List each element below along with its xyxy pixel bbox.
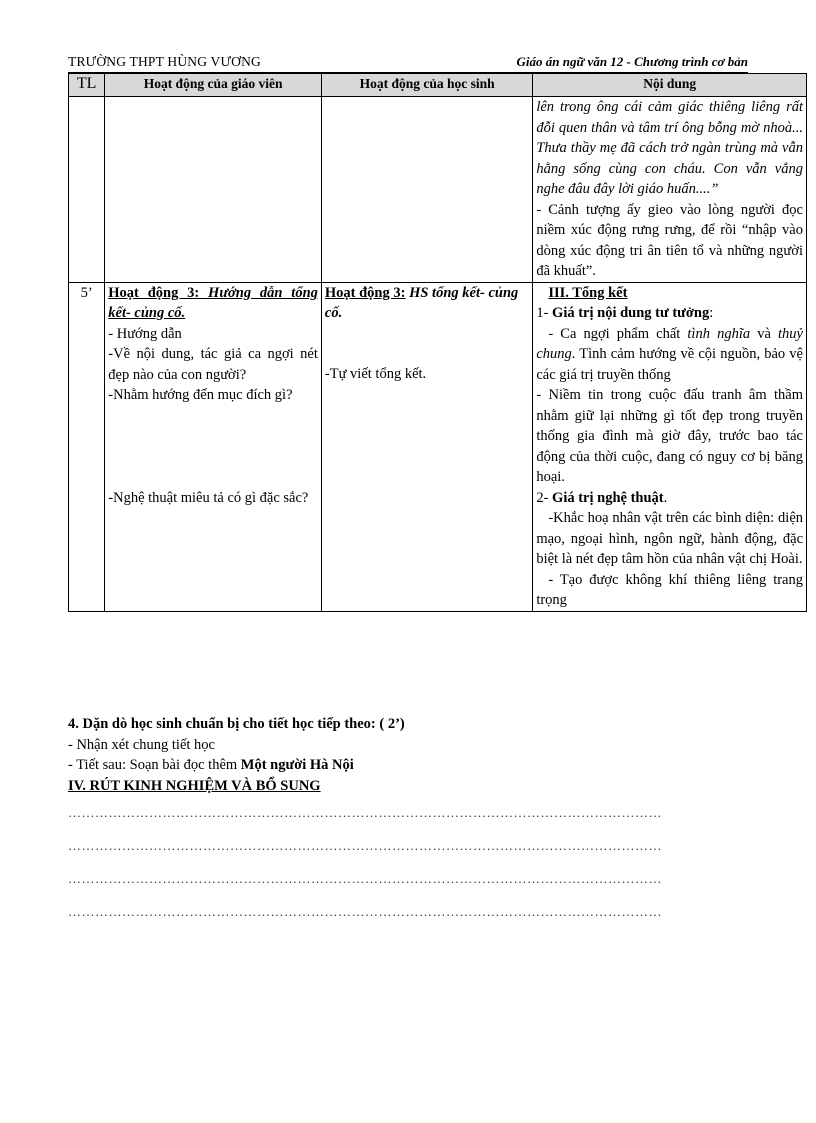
- content-heading-1: 1- Giá trị nội dung tư tưởng:: [536, 305, 714, 321]
- teacher-line: - Hướng dẫn: [108, 325, 182, 342]
- school-name: TRƯỜNG THPT HÙNG VƯƠNG: [68, 54, 261, 69]
- student-cell: [321, 97, 532, 283]
- column-header-tl: TL: [69, 74, 105, 97]
- dotted-line: ……………………………………………………………………………………………………………………: [68, 838, 662, 853]
- content-paragraph: - Cảnh tượng ấy gieo vào lòng người đọc niềm xúc động rưng rưng, để rồi “nhập vào dòng xúc động tri ân tiên tổ và những người đã khuất”.: [536, 201, 803, 279]
- homework-line: - Tiết sau: Soạn bài đọc thêm Một người Hà Nội: [68, 757, 354, 773]
- content-paragraph: - Tạo được không khí thiêng liêng trang trọng: [536, 571, 803, 608]
- content-quote: lên trong ông cái cảm giác thiêng liêng rất đỗi quen thân và tâm trí ông bỗng mờ nhoà... Thưa thầy mẹ đã cách trở ngàn trùng mà vẫn hằng sống cùng con cháu. Con vẫn vẳng nghe đâu đây lời giáo huấn....”: [536, 99, 803, 197]
- teacher-cell: [105, 282, 322, 611]
- homework-section: [68, 714, 807, 928]
- time-cell: [69, 97, 105, 283]
- homework-line: - Nhận xét chung tiết học: [68, 736, 215, 753]
- content-cell: [533, 282, 807, 611]
- content-paragraph: - Ca ngợi phẩm chất tình nghĩa và thuỷ chung. Tình cảm hướng về cội nguồn, bảo vệ các giá trị truyền thống: [536, 325, 803, 383]
- lesson-table: [68, 73, 807, 612]
- time-cell: 5’: [69, 282, 105, 611]
- teacher-cell: [105, 97, 322, 283]
- student-activity-title: Hoạt động 3: HS tổng kết- củng cố.: [324, 284, 519, 321]
- dotted-line: ……………………………………………………………………………………………………………………: [68, 871, 662, 886]
- column-header-content: Nội dung: [533, 74, 807, 97]
- homework-heading: 4. Dặn dò học sinh chuẩn bị cho tiết học tiếp theo: ( 2’): [68, 716, 405, 732]
- column-header-teacher: Hoạt động của giáo viên: [105, 74, 322, 97]
- experience-heading: IV. RÚT KINH NGHIỆM VÀ BỔ SUNG: [68, 777, 321, 794]
- content-cell: [533, 97, 807, 283]
- teacher-line: -Nhằm hướng đến mục đích gì?: [108, 387, 293, 403]
- student-cell: [321, 282, 532, 611]
- lesson-plan-title: Giáo án ngữ văn 12 - Chương trình cơ bản: [516, 54, 748, 69]
- student-line: -Tự viết tổng kết.: [324, 365, 427, 382]
- content-heading-2: 2- Giá trị nghệ thuật.: [536, 489, 668, 506]
- table-header-row: [69, 74, 807, 97]
- dotted-line: ……………………………………………………………………………………………………………………: [68, 904, 662, 919]
- section-title: III. Tổng kết: [548, 284, 628, 301]
- teacher-line: -Về nội dung, tác giả ca ngợi nét đẹp nào của con người?: [108, 346, 318, 383]
- content-paragraph: - Niềm tin trong cuộc đấu tranh âm thầm nhằm giữ lại những gì tốt đẹp trong truyền thống gia đình mà giờ đây, trước bao tác động của thời cuộc, đang có nguy cơ bị băng hoại.: [536, 387, 803, 485]
- teacher-activity-title: Hoạt động 3: Hướng dẫn tổng kết- củng cố.: [108, 284, 318, 321]
- teacher-line: -Nghệ thuật miêu tả có gì đặc sắc?: [108, 489, 309, 506]
- table-row: [69, 282, 807, 611]
- page-header: [68, 52, 748, 73]
- column-header-student: Hoạt động của học sinh: [321, 74, 532, 97]
- table-row: [69, 97, 807, 283]
- dotted-line: ……………………………………………………………………………………………………………………: [68, 805, 662, 820]
- content-paragraph: -Khắc hoạ nhân vật trên các bình diện: diện mạo, ngoại hình, ngôn ngữ, hành động, đặc biệt là nét đẹp tâm hồn của nhân vật chị Hoài.: [536, 510, 803, 567]
